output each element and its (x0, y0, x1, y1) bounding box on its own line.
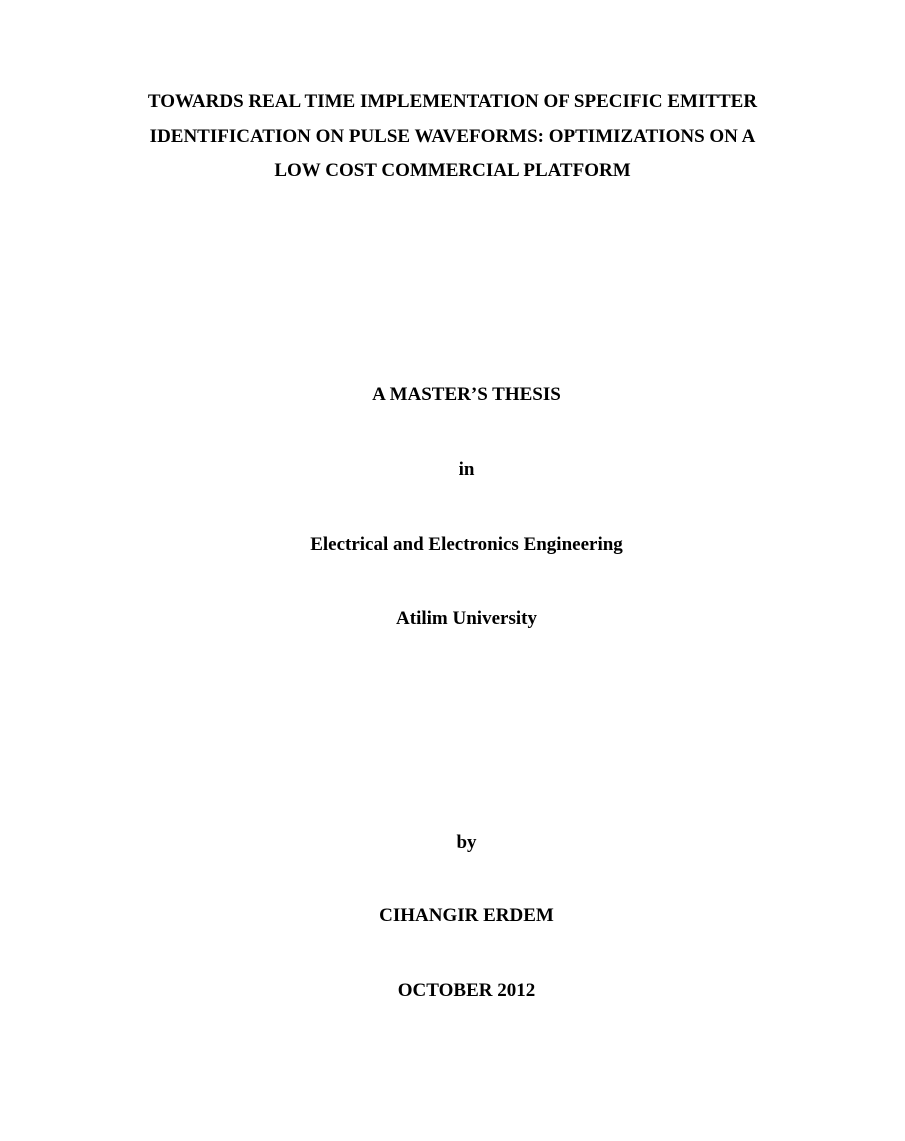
author-name: CIHANGIR ERDEM (379, 905, 554, 926)
title-line-1: TOWARDS REAL TIME IMPLEMENTATION OF SPECIFIC EMITTER (147, 91, 758, 112)
university-name: Atilim University (396, 608, 537, 629)
department-name: Electrical and Electronics Engineering (310, 534, 623, 555)
title-line-3: LOW COST COMMERCIAL PLATFORM (274, 160, 631, 181)
in-label: in (458, 459, 475, 480)
title-line-2: IDENTIFICATION ON PULSE WAVEFORMS: OPTIMIZATIONS ON A (149, 126, 756, 147)
degree-label: A MASTER’S THESIS (372, 384, 561, 405)
by-label: by (456, 832, 477, 853)
submission-date: OCTOBER 2012 (397, 980, 536, 1001)
